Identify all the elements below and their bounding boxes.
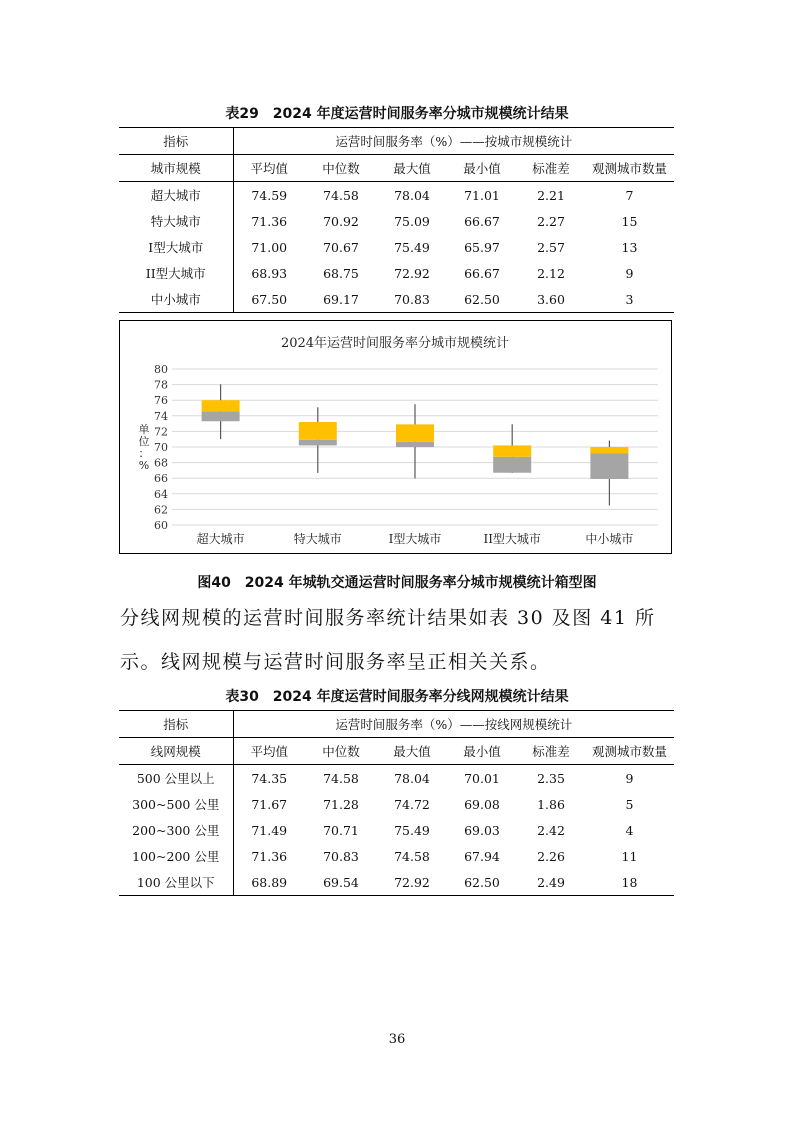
box-upper <box>396 424 434 441</box>
table-cell: 18 <box>585 869 674 896</box>
table-cell: 68.89 <box>233 869 305 896</box>
box-chart-svg <box>120 321 670 552</box>
table-row <box>119 765 674 792</box>
table-cell: 62.50 <box>447 869 517 896</box>
table-cell: 超大城市 <box>119 182 233 209</box>
table30-caption: 表30 2024 年度运营时间服务率分线网规模统计结果 <box>225 689 569 705</box>
table-cell: 70.71 <box>323 822 359 838</box>
table-cell: 69.03 <box>464 822 500 838</box>
table-cell: 5 <box>625 796 634 812</box>
y-tick-label: 64 <box>154 487 168 501</box>
table-cell: 78.04 <box>394 770 430 786</box>
table-cell: 中小城市 <box>119 286 233 313</box>
table-cell: 74.58 <box>323 187 359 203</box>
table-cell: 74.72 <box>394 796 430 812</box>
table-cell: 100 公里以下 <box>119 869 233 896</box>
table-cell: 67.94 <box>464 848 500 864</box>
table30-column-header: 最小值 <box>447 738 517 765</box>
table29-column-header: 城市规模 <box>119 155 233 182</box>
table30-column-header: 中位数 <box>305 738 377 765</box>
table30-header-indicator: 指标 <box>119 711 233 738</box>
table-cell: 66.67 <box>464 265 500 281</box>
paragraph-line: 示。线网规模与运营时间服务率呈正相关关系。 <box>120 651 551 673</box>
table-cell: 500 公里以上 <box>119 765 233 792</box>
table29-column-header: 中位数 <box>305 155 377 182</box>
table-cell: 70.67 <box>323 239 359 255</box>
table-cell: 71.01 <box>464 187 500 203</box>
table-cell: 300~500 公里 <box>119 791 233 817</box>
box-lower <box>590 453 628 479</box>
y-tick-label: 72 <box>154 425 168 439</box>
y-axis-label: 单位：% <box>138 423 150 472</box>
table30-header-group: 运营时间服务率（%）——按线网规模统计 <box>233 711 674 738</box>
table-cell: 2.12 <box>537 265 565 281</box>
table-cell: 70.83 <box>323 848 359 864</box>
table-cell: 70.92 <box>323 213 359 229</box>
table-cell: 2.35 <box>537 770 565 786</box>
table-cell: 13 <box>621 239 638 255</box>
chart-title: 2024年运营时间服务率分城市规模统计 <box>280 336 510 351</box>
table29-caption: 表29 2024 年度运营时间服务率分城市规模统计结果 <box>225 106 569 122</box>
table-cell: 71.36 <box>251 848 288 864</box>
table-row <box>119 869 674 896</box>
table-row <box>119 791 674 817</box>
figure40-chart <box>119 320 672 554</box>
table-cell: 特大城市 <box>119 208 233 234</box>
table-row <box>119 817 674 843</box>
x-tick-label: II型大城市 <box>483 532 541 546</box>
table-row <box>119 234 674 260</box>
table-cell: 2.26 <box>537 848 565 864</box>
table-cell: 68.93 <box>251 265 288 281</box>
table-cell: 66.67 <box>464 213 500 229</box>
table-cell: 69.54 <box>305 869 377 896</box>
table29-column-header: 平均值 <box>233 155 305 182</box>
table29-column-header: 最大值 <box>377 155 447 182</box>
figure40-caption: 图40 2024 年城轨交通运营时间服务率分城市规模统计箱型图 <box>197 575 597 591</box>
table30-column-header: 平均值 <box>233 738 305 765</box>
table29-column-header: 观测城市数量 <box>585 155 674 182</box>
table-cell: 70.83 <box>377 286 447 313</box>
table-cell: 62.50 <box>447 286 517 313</box>
table-cell: 74.59 <box>251 187 288 203</box>
table-cell: 72.92 <box>394 265 430 281</box>
table-row <box>119 260 674 286</box>
box-upper <box>202 400 240 411</box>
table-cell: 75.09 <box>394 213 430 229</box>
table-cell: 74.58 <box>394 848 430 864</box>
y-tick-label: 66 <box>154 472 168 486</box>
table-cell: 65.97 <box>464 239 500 255</box>
y-tick-label: 62 <box>154 503 168 517</box>
table-cell: 75.49 <box>394 822 430 838</box>
table-row <box>119 843 674 869</box>
body-paragraph <box>120 596 676 684</box>
table30 <box>119 710 674 896</box>
table-cell: 71.67 <box>251 796 288 812</box>
table-cell: 2.49 <box>517 869 585 896</box>
table-row <box>119 286 674 313</box>
table30-column-header: 最大值 <box>377 738 447 765</box>
box-lower <box>202 411 240 421</box>
y-tick-label: 80 <box>154 363 168 376</box>
box-lower <box>493 457 531 473</box>
table-cell: 70.01 <box>464 770 500 786</box>
x-tick-label: 中小城市 <box>585 532 634 546</box>
table-cell: 2.57 <box>537 239 565 255</box>
table29-header-indicator: 指标 <box>119 128 233 155</box>
table29-header-group: 运营时间服务率（%）——按城市规模统计 <box>233 128 674 155</box>
y-tick-label: 78 <box>154 378 168 392</box>
table-cell: 3.60 <box>517 286 585 313</box>
table-cell: 3 <box>585 286 674 313</box>
table-cell: 71.36 <box>251 213 288 229</box>
box-upper <box>590 447 628 453</box>
y-tick-label: 74 <box>154 409 168 423</box>
table-cell: 2.21 <box>537 187 565 203</box>
table-cell: 100~200 公里 <box>119 843 233 869</box>
y-tick-label: 60 <box>154 519 168 532</box>
y-tick-label: 70 <box>154 441 168 454</box>
box-lower <box>396 442 434 447</box>
box-upper <box>493 445 531 456</box>
table29 <box>119 127 674 313</box>
y-tick-label: 76 <box>154 394 168 408</box>
table-cell: 75.49 <box>394 239 430 255</box>
paragraph-line: 分线网规模的运营时间服务率统计结果如表 30 及图 41 所 <box>120 607 656 629</box>
table-cell: 78.04 <box>394 187 430 203</box>
table30-column-header: 标准差 <box>517 738 585 765</box>
table-cell: I型大城市 <box>119 234 233 260</box>
table29-column-header: 标准差 <box>517 155 585 182</box>
box-lower <box>299 440 337 446</box>
table-cell: 67.50 <box>233 286 305 313</box>
table-row <box>119 182 674 209</box>
table-cell: 9 <box>625 770 634 786</box>
table-cell: 7 <box>625 187 634 203</box>
table29-column-header: 最小值 <box>447 155 517 182</box>
table-cell: 74.35 <box>251 770 288 786</box>
x-tick-label: I型大城市 <box>388 532 442 546</box>
table30-column-header: 观测城市数量 <box>585 738 674 765</box>
table-cell: 15 <box>621 213 638 229</box>
table-cell: 4 <box>625 822 634 838</box>
table-cell: 1.86 <box>537 796 565 812</box>
table-row <box>119 208 674 234</box>
table-cell: 74.58 <box>323 770 359 786</box>
table-cell: 71.00 <box>251 239 288 255</box>
table30-column-header: 线网规模 <box>119 738 233 765</box>
table-cell: 200~300 公里 <box>119 817 233 843</box>
x-tick-label: 特大城市 <box>293 532 342 546</box>
table-cell: 11 <box>621 848 638 864</box>
x-tick-label: 超大城市 <box>196 532 245 546</box>
table-cell: 69.08 <box>464 796 500 812</box>
page-number: 36 <box>388 1032 406 1047</box>
box-upper <box>299 422 337 440</box>
table-cell: 72.92 <box>377 869 447 896</box>
table-cell: 2.42 <box>537 822 565 838</box>
table-cell: II型大城市 <box>119 260 233 286</box>
table-cell: 68.75 <box>323 265 359 281</box>
y-tick-label: 68 <box>154 456 168 470</box>
table-cell: 71.28 <box>323 796 359 812</box>
table-cell: 69.17 <box>305 286 377 313</box>
table-cell: 71.49 <box>251 822 288 838</box>
table-cell: 9 <box>625 265 634 281</box>
table-cell: 2.27 <box>537 213 565 229</box>
